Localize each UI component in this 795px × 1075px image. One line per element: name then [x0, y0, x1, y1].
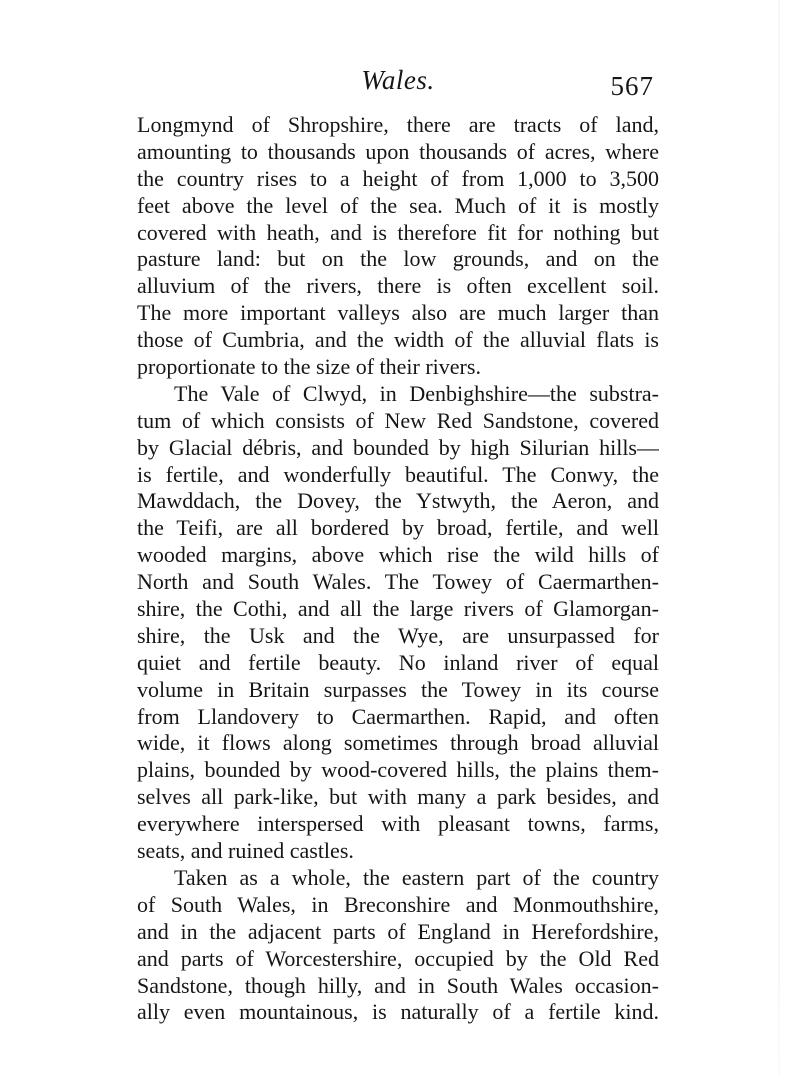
running-head	[138, 62, 658, 102]
text-line: Sandstone, though hilly, and in South Wales occasion-	[137, 972, 659, 998]
text-line: shire, the Usk and the Wye, are unsurpassed for	[137, 622, 659, 648]
text-line: from Llandovery to Caermarthen. Rapid, and often	[137, 703, 659, 729]
text-line: seats, and ruined castles.	[137, 838, 354, 864]
body-text	[137, 112, 659, 1026]
text-line: wooded margins, above which rise the wild hills of	[137, 542, 659, 568]
text-line: the Teifi, are all bordered by broad, fertile, and well	[137, 515, 659, 541]
page-number: 567	[610, 71, 654, 101]
text-line: volume in Britain surpasses the Towey in its course	[137, 676, 659, 702]
text-line: selves all park-like, but with many a park besides, and	[137, 784, 659, 810]
text-line: and parts of Worcestershire, occupied by the Old Red	[137, 945, 659, 971]
text-line: North and South Wales. The Towey of Caermarthen-	[137, 569, 659, 595]
text-line: of South Wales, in Breconshire and Monmouthshire,	[137, 891, 659, 917]
running-title: Wales.	[361, 65, 435, 95]
text-line: wide, it flows along sometimes through broad alluvial	[137, 730, 659, 756]
text-line: plains, bounded by wood-covered hills, the plains them-	[137, 757, 659, 783]
text-line: Mawddach, the Dovey, the Ystwyth, the Aeron, and	[137, 488, 659, 514]
text-line: Taken as a whole, the eastern part of the country	[174, 864, 659, 890]
text-line: ally even mountainous, is naturally of a fertile kind.	[137, 999, 659, 1025]
text-line: everywhere interspersed with pleasant towns, farms,	[137, 811, 659, 837]
text-line: is fertile, and wonderfully beautiful. The Conwy, the	[137, 461, 659, 487]
text-line: amounting to thousands upon thousands of acres, where	[137, 138, 659, 164]
text-line: alluvium of the rivers, there is often excellent soil.	[137, 273, 659, 299]
text-line: those of Cumbria, and the width of the alluvial flats is	[137, 327, 659, 353]
text-line: proportionate to the size of their rivers.	[137, 354, 481, 380]
text-line: shire, the Cothi, and all the large rivers of Glamorgan-	[137, 596, 659, 622]
text-line: tum of which consists of New Red Sandstone, covered	[137, 407, 659, 433]
text-line: covered with heath, and is therefore fit for nothing but	[137, 219, 659, 245]
text-line: feet above the level of the sea. Much of it is mostly	[137, 192, 659, 218]
page-edge-shadow	[778, 0, 780, 1075]
text-line: Longmynd of Shropshire, there are tracts of land,	[137, 112, 659, 137]
text-line: The more important valleys also are much larger than	[137, 300, 659, 326]
text-line: by Glacial débris, and bounded by high Silurian hills—	[137, 434, 659, 460]
text-line: quiet and fertile beauty. No inland river of equal	[137, 649, 659, 675]
text-line: and in the adjacent parts of England in Herefordshire,	[137, 918, 659, 944]
text-line: the country rises to a height of from 1,000 to 3,500	[137, 165, 659, 191]
text-line: The Vale of Clwyd, in Denbighshire—the substra-	[174, 380, 659, 406]
text-line: pasture land: but on the low grounds, and on the	[137, 246, 659, 272]
